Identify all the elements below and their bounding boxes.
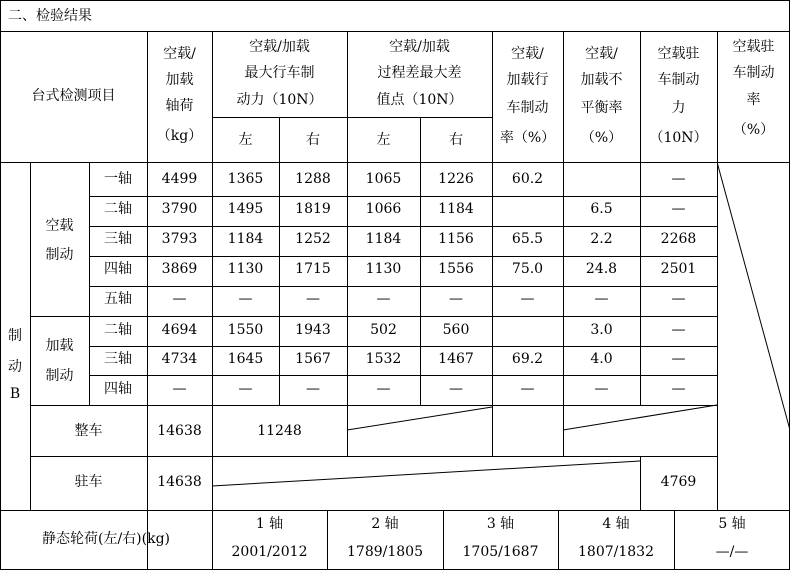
max-diff-right: 1226 <box>438 171 474 187</box>
parking-force: 4769 <box>660 474 697 490</box>
brake-rate: — <box>520 291 535 307</box>
header-text: 加载 <box>165 72 194 88</box>
header-text: 力 <box>671 100 686 116</box>
static-axle-name: 3 轴 <box>486 516 515 532</box>
static-axle-value: 1807/1832 <box>578 544 654 560</box>
imbalance-rate: 6.5 <box>590 201 613 217</box>
whole-vehicle-label: 整车 <box>74 423 103 439</box>
header-text: （%） <box>580 130 623 146</box>
header-text: 空载/ <box>511 46 544 62</box>
header-text: 最大行车制 <box>244 65 315 81</box>
imbalance-rate: — <box>594 381 609 397</box>
max-diff-right: 1156 <box>438 231 474 247</box>
max-diff-left: — <box>376 381 391 397</box>
header-left: 左 <box>376 132 391 148</box>
parking-label: 驻车 <box>74 474 103 490</box>
header-text: 加载行 <box>506 72 549 88</box>
max-brake-right: — <box>306 381 320 397</box>
static-axle-value: —/— <box>715 544 749 560</box>
imbalance-rate: 4.0 <box>590 351 613 367</box>
axle-name: 三轴 <box>104 351 132 367</box>
brake-rate: 65.5 <box>511 231 544 247</box>
header-text: （10N） <box>649 130 708 146</box>
max-brake-left: 1550 <box>227 322 264 338</box>
axle-name: 三轴 <box>104 231 132 247</box>
axle-name: 四轴 <box>104 381 132 397</box>
static-axle-name: 1 轴 <box>255 516 284 532</box>
section-title: 二、检验结果 <box>8 8 92 24</box>
max-diff-right: 1556 <box>438 261 474 277</box>
parking-load: 14638 <box>157 474 202 490</box>
header-text: 空载驻 <box>657 46 700 62</box>
axle-name: 一轴 <box>104 171 132 187</box>
header-text: 车制动 <box>732 65 775 81</box>
header-text: 轴荷 <box>165 98 194 114</box>
header-text: 率（%） <box>499 130 556 146</box>
static-axle-name: 2 轴 <box>371 516 399 532</box>
max-brake-right: 1819 <box>295 201 331 217</box>
axle-name: 四轴 <box>104 261 132 277</box>
max-diff-left: 1184 <box>365 231 402 247</box>
header-right: 右 <box>306 132 320 148</box>
max-diff-left: — <box>376 291 391 307</box>
axle-load: 4499 <box>161 171 198 187</box>
whole-vehicle-brake: 11248 <box>257 423 302 439</box>
imbalance-rate: 24.8 <box>585 261 618 277</box>
static-axle-value: 1705/1687 <box>462 544 539 560</box>
header-text: 动力（10N） <box>236 92 323 108</box>
header-text: 空载/加载 <box>389 39 450 55</box>
imbalance-rate: — <box>594 291 609 307</box>
park-force: — <box>671 351 686 367</box>
axle-load: 4694 <box>161 322 198 338</box>
label-text: 加载 <box>45 338 74 354</box>
max-diff-right: — <box>449 291 463 307</box>
brake-rate: 75.0 <box>511 261 544 277</box>
brake-rate: 60.2 <box>511 171 544 187</box>
max-diff-left: 1130 <box>365 261 402 277</box>
header-text: 空载驻 <box>732 39 775 55</box>
axle-load: 3790 <box>161 201 198 217</box>
group-label-char: 动 <box>8 359 22 375</box>
header-text: （%） <box>732 122 775 138</box>
label-text: 制动 <box>45 368 74 384</box>
park-force: 2268 <box>660 231 697 247</box>
park-force: — <box>671 171 686 187</box>
max-brake-right: 1252 <box>295 231 331 247</box>
static-load-label: 静态轮荷(左/右)(kg) <box>41 531 170 547</box>
static-axle-name: 5 轴 <box>718 516 746 532</box>
park-force: — <box>671 291 686 307</box>
static-axle-value: 2001/2012 <box>231 544 308 560</box>
header-text: 平衡率 <box>580 100 623 116</box>
header-right: 右 <box>449 132 463 148</box>
park-force: — <box>671 201 686 217</box>
max-brake-right: — <box>306 291 320 307</box>
max-diff-left: 1065 <box>365 171 402 187</box>
axle-load: 4734 <box>161 351 198 367</box>
header-text: 空载/ <box>585 46 618 62</box>
max-diff-right: 1467 <box>438 351 474 367</box>
max-diff-right: 560 <box>442 322 470 338</box>
max-diff-left: 1066 <box>365 201 402 217</box>
park-force: 2501 <box>660 261 697 277</box>
header-item-label: 台式检测项目 <box>31 88 116 104</box>
imbalance-rate: 3.0 <box>590 322 613 338</box>
max-brake-left: 1645 <box>227 351 264 367</box>
header-text: 加载不 <box>580 72 623 88</box>
max-diff-left: 502 <box>370 322 397 338</box>
max-brake-left: 1365 <box>227 171 264 187</box>
max-brake-left: 1184 <box>227 231 264 247</box>
header-text: 空载/加载 <box>249 39 310 55</box>
max-brake-right: 1288 <box>295 171 331 187</box>
imbalance-rate: 2.2 <box>590 231 613 247</box>
axle-load: — <box>172 291 187 307</box>
axle-name: 二轴 <box>104 201 132 217</box>
max-diff-left: 1532 <box>365 351 402 367</box>
header-text: 空载/ <box>163 46 196 62</box>
max-diff-right: 1184 <box>438 201 474 217</box>
header-text: 过程差最大差 <box>377 65 462 81</box>
max-brake-right: 1943 <box>295 322 331 338</box>
header-text: 率 <box>746 92 761 108</box>
static-axle-value: 1789/1805 <box>347 544 423 560</box>
axle-name: 二轴 <box>104 322 132 338</box>
label-text: 制动 <box>45 247 74 263</box>
axle-load: 3869 <box>161 261 198 277</box>
max-brake-right: 1567 <box>295 351 331 367</box>
header-text: 车制动 <box>506 100 549 116</box>
group-label-char: 制 <box>8 328 22 344</box>
max-brake-left: — <box>238 291 253 307</box>
max-brake-right: 1715 <box>295 261 331 277</box>
label-text: 空载 <box>45 218 74 234</box>
max-brake-left: — <box>238 381 253 397</box>
brake-rate: — <box>520 381 535 397</box>
static-axle-name: 4 轴 <box>602 516 630 532</box>
group-label-char: B <box>9 386 21 402</box>
header-left: 左 <box>238 132 253 148</box>
max-diff-right: — <box>449 381 463 397</box>
header-text: 车制动 <box>657 72 700 88</box>
park-force: — <box>671 381 686 397</box>
max-brake-left: 1495 <box>227 201 264 217</box>
brake-rate: 69.2 <box>511 351 544 367</box>
axle-load: — <box>172 381 187 397</box>
max-brake-left: 1130 <box>227 261 264 277</box>
axle-name: 五轴 <box>104 291 132 307</box>
header-text: （kg） <box>156 128 203 144</box>
header-text: 值点（10N） <box>376 92 463 108</box>
park-force: — <box>671 322 686 338</box>
axle-load: 3793 <box>161 231 198 247</box>
whole-vehicle-load: 14638 <box>157 423 202 439</box>
